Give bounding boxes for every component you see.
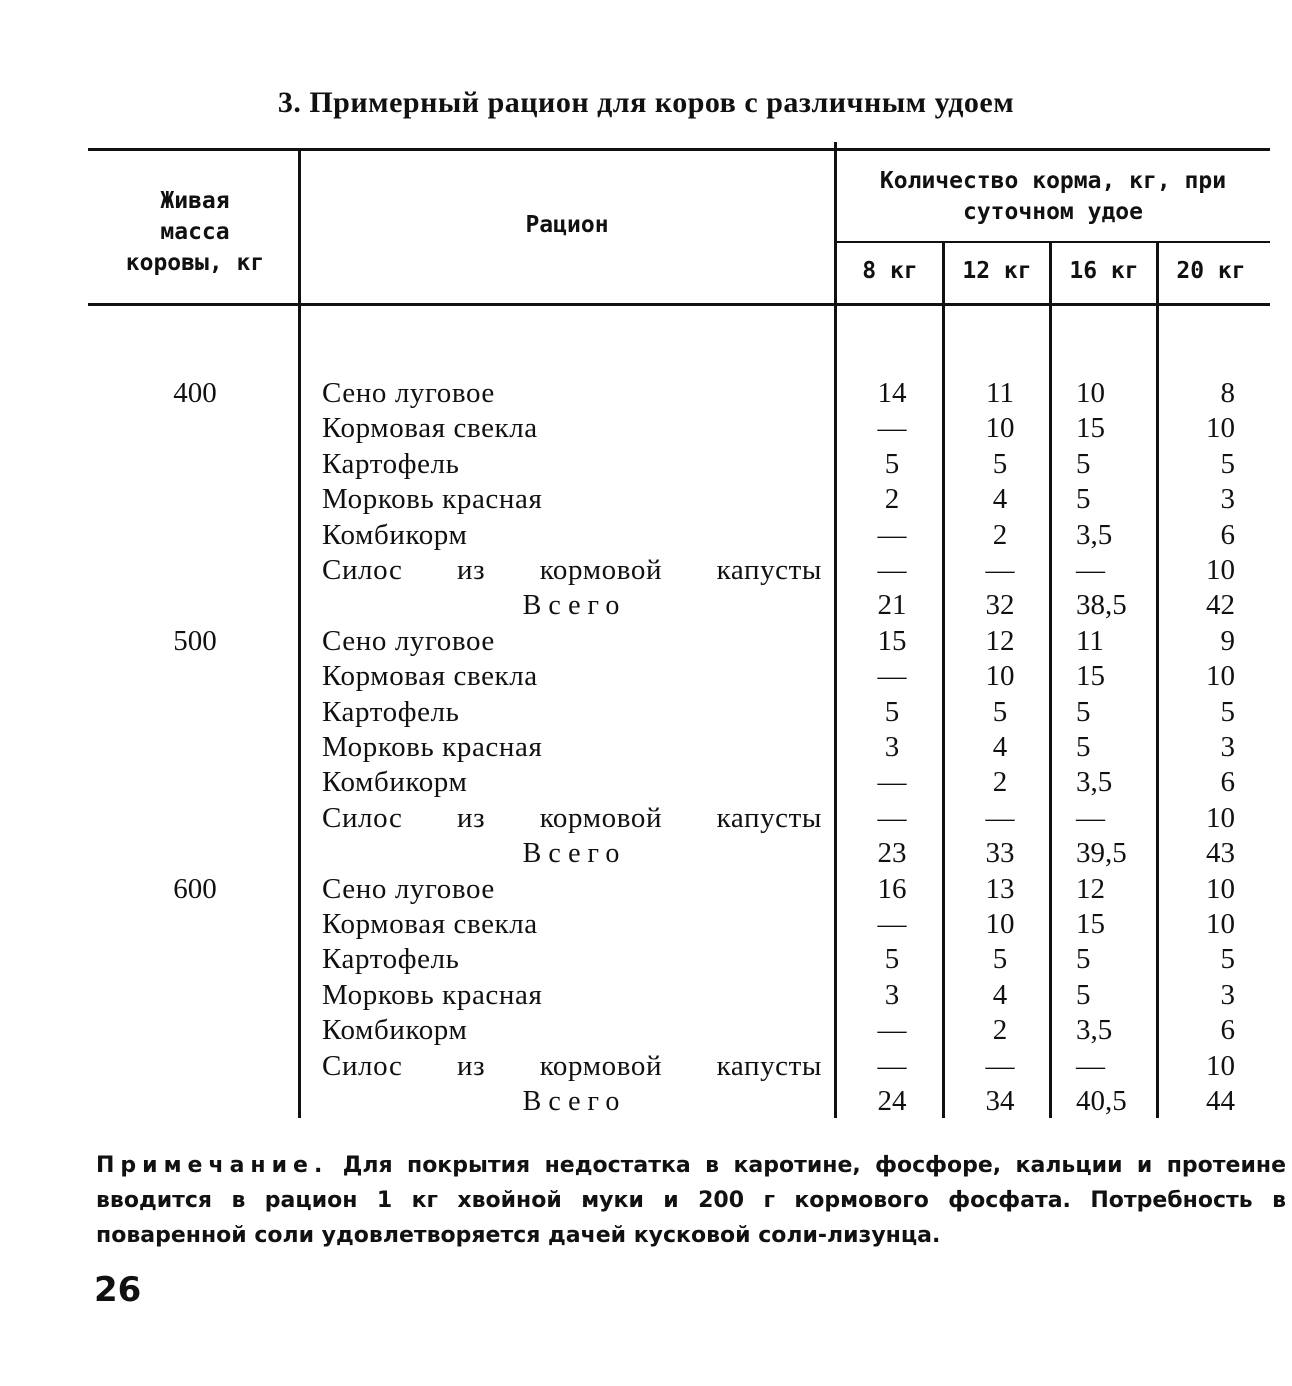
table-cell: — xyxy=(1076,1049,1105,1082)
table-cell: 10 xyxy=(1206,1049,1235,1082)
table-cell: 2 xyxy=(992,1014,1008,1047)
footnote xyxy=(96,1148,1286,1253)
table-cell: 12 xyxy=(1076,872,1105,905)
footnote-lead: Примечание. xyxy=(96,1153,329,1178)
table-cell: 4 xyxy=(992,978,1008,1011)
table-cell: 10 xyxy=(1206,660,1235,693)
row-feed-label-word: капусты xyxy=(716,554,822,586)
row-feed-label: Морковь красная xyxy=(322,483,543,516)
table-cell: 40,5 xyxy=(1076,1085,1127,1117)
table-cell: 10 xyxy=(1206,801,1235,834)
header-ration: Рацион xyxy=(525,212,609,238)
table-cell: 5 xyxy=(884,447,900,480)
table-cell: 3 xyxy=(1220,731,1235,763)
table-cell: 10 xyxy=(1206,908,1235,940)
table-cell: — xyxy=(985,1049,1015,1082)
column-divider-12 xyxy=(1049,242,1052,1118)
table-cell: — xyxy=(877,801,907,834)
table-cell: 42 xyxy=(1206,589,1235,622)
table-cell: — xyxy=(877,1049,907,1082)
row-mass: 500 xyxy=(173,624,217,657)
page-number: 26 xyxy=(94,1270,142,1310)
table-cell: 10 xyxy=(985,412,1015,445)
header-mass xyxy=(100,186,290,279)
column-divider-16 xyxy=(1156,242,1159,1118)
table-cell: 5 xyxy=(992,943,1008,976)
table-cell: 2 xyxy=(884,483,900,516)
table-cell: 10 xyxy=(1206,554,1235,586)
header-yield-20: 20 кг xyxy=(1176,258,1246,284)
table-cell: 13 xyxy=(985,872,1015,905)
footnote-text: Для покрытия недостатка в каротине, фосфоре, кальции и протеине вводится в рацион 1 кг хвойной муки и 200 г кормового фосфата. Потребность в поваренной соли удовлетворяется дачей кусковой соли-лизунца. xyxy=(96,1153,1286,1248)
row-feed-label: Кормовая свекла xyxy=(322,908,538,940)
header-amount-line2: суточном удое xyxy=(962,199,1143,225)
row-total-label: Всего xyxy=(522,838,627,870)
table-cell: 39,5 xyxy=(1076,837,1127,870)
table-cell: 3,5 xyxy=(1076,766,1113,799)
table-cell: 5 xyxy=(1076,447,1091,480)
header-mass-line3: коровы, кг xyxy=(125,250,265,276)
row-feed-label xyxy=(322,553,822,588)
header-mass-line1: Живая xyxy=(160,188,230,214)
row-feed-label: Кормовая свекла xyxy=(322,412,538,445)
yield-header-rule xyxy=(835,241,1270,243)
table-title: 3. Примерный рацион для коров с различным удоем xyxy=(277,86,1015,119)
row-feed-label-word: из xyxy=(456,801,486,834)
table-cell: 14 xyxy=(877,377,907,409)
table-cell: 10 xyxy=(1206,412,1235,445)
row-feed-label: Морковь красная xyxy=(322,731,543,763)
table-cell: 15 xyxy=(877,624,907,657)
table-cell: 9 xyxy=(1220,624,1235,657)
table-cell: 34 xyxy=(985,1085,1015,1117)
row-feed-label xyxy=(322,1049,822,1084)
row-total-label: Всего xyxy=(522,1086,627,1117)
table-cell: 10 xyxy=(985,660,1015,693)
row-feed-label: Картофель xyxy=(322,943,460,976)
row-feed-label: Сено луговое xyxy=(322,872,495,905)
table-cell: 5 xyxy=(1076,731,1091,763)
table-cell: 6 xyxy=(1220,1014,1235,1047)
row-feed-label: Кормовая свекла xyxy=(322,660,538,693)
row-feed-label-word: из xyxy=(456,1049,486,1082)
table-cell: 15 xyxy=(1076,660,1105,693)
row-feed-label: Комбикорм xyxy=(322,1014,468,1047)
table-cell: 32 xyxy=(985,589,1015,622)
table-cell: 15 xyxy=(1076,908,1105,940)
table-cell: 44 xyxy=(1206,1085,1235,1117)
table-cell: — xyxy=(877,412,907,445)
table-cell: 2 xyxy=(992,518,1008,551)
table-cell: — xyxy=(877,908,907,940)
table-cell: — xyxy=(877,1014,907,1047)
table-cell: 5 xyxy=(1076,483,1091,516)
table-cell: — xyxy=(985,554,1015,586)
table-cell: — xyxy=(985,801,1015,834)
row-feed-label-word: кормовой xyxy=(539,801,663,834)
row-mass: 400 xyxy=(173,377,217,409)
header-amount xyxy=(838,166,1268,228)
table-cell: 33 xyxy=(985,837,1015,870)
row-feed-label-word: Силос xyxy=(322,1049,403,1082)
table-cell: 4 xyxy=(992,483,1008,516)
table-cell: 5 xyxy=(884,943,900,976)
row-feed-label-word: Силос xyxy=(322,554,403,586)
row-feed-label-word: капусты xyxy=(716,801,822,834)
table-cell: 11 xyxy=(1076,624,1104,657)
table-cell: 6 xyxy=(1220,518,1235,551)
row-feed-label: Комбикорм xyxy=(322,766,468,799)
column-divider-mass xyxy=(298,150,301,1118)
table-cell: 5 xyxy=(1076,695,1091,728)
table-cell: 3,5 xyxy=(1076,1014,1113,1047)
row-feed-label: Сено луговое xyxy=(322,377,495,409)
column-divider-ration xyxy=(834,142,837,1118)
row-feed-label-word: кормовой xyxy=(539,1049,663,1082)
table-cell: 3 xyxy=(884,731,900,763)
table-cell: — xyxy=(1076,801,1105,834)
row-feed-label-word: Силос xyxy=(322,801,403,834)
table-cell: 2 xyxy=(992,766,1008,799)
table-cell: 5 xyxy=(1220,943,1235,976)
table-cell: 23 xyxy=(877,837,907,870)
row-feed-label-word: из xyxy=(456,554,486,586)
header-yield-16: 16 кг xyxy=(1069,258,1139,284)
table-cell: — xyxy=(1076,554,1105,586)
table-cell: 21 xyxy=(877,589,907,622)
row-feed-label: Картофель xyxy=(322,447,460,480)
table-cell: 6 xyxy=(1220,766,1235,799)
table-cell: 11 xyxy=(986,377,1014,409)
header-yield-12: 12 кг xyxy=(962,258,1032,284)
table-cell: 3,5 xyxy=(1076,518,1113,551)
header-mass-line2: масса xyxy=(160,219,230,245)
table-cell: 10 xyxy=(985,908,1015,940)
table-cell: 12 xyxy=(985,624,1015,657)
header-bottom-rule xyxy=(88,303,1270,306)
table-cell: 15 xyxy=(1076,412,1105,445)
table-cell: 5 xyxy=(1220,695,1235,728)
table-cell: 5 xyxy=(1076,978,1091,1011)
table-cell: 5 xyxy=(992,447,1008,480)
header-amount-line1: Количество корма, кг, при xyxy=(879,168,1227,194)
table-cell: 43 xyxy=(1206,837,1235,870)
table-cell: 10 xyxy=(1076,377,1105,409)
table-cell: 3 xyxy=(1220,483,1235,516)
table-cell: 3 xyxy=(884,978,900,1011)
table-cell: 10 xyxy=(1206,872,1235,905)
row-feed-label-word: кормовой xyxy=(539,554,663,586)
row-feed-label: Морковь красная xyxy=(322,978,543,1011)
table-cell: 38,5 xyxy=(1076,589,1127,622)
table-cell: 24 xyxy=(877,1085,907,1117)
table-top-rule xyxy=(88,148,1270,151)
table-cell: — xyxy=(877,518,907,551)
table-cell: — xyxy=(877,766,907,799)
table-cell: 5 xyxy=(1220,447,1235,480)
row-mass: 600 xyxy=(173,872,217,905)
row-feed-label xyxy=(322,801,822,836)
table-cell: — xyxy=(877,554,907,586)
table-cell: 3 xyxy=(1220,978,1235,1011)
row-feed-label: Сено луговое xyxy=(322,624,495,657)
table-cell: 4 xyxy=(992,731,1008,763)
row-total-label: Всего xyxy=(522,590,627,622)
header-yield-8: 8 кг xyxy=(862,258,918,284)
row-feed-label-word: капусты xyxy=(716,1049,822,1082)
table-cell: 16 xyxy=(877,872,907,905)
row-feed-label: Комбикорм xyxy=(322,518,468,551)
column-divider-8 xyxy=(942,242,945,1118)
table-cell: 8 xyxy=(1220,377,1235,409)
row-feed-label: Картофель xyxy=(322,695,460,728)
table-cell: 5 xyxy=(992,695,1008,728)
table-cell: — xyxy=(877,660,907,693)
table-cell: 5 xyxy=(884,695,900,728)
table-cell: 5 xyxy=(1076,943,1091,976)
